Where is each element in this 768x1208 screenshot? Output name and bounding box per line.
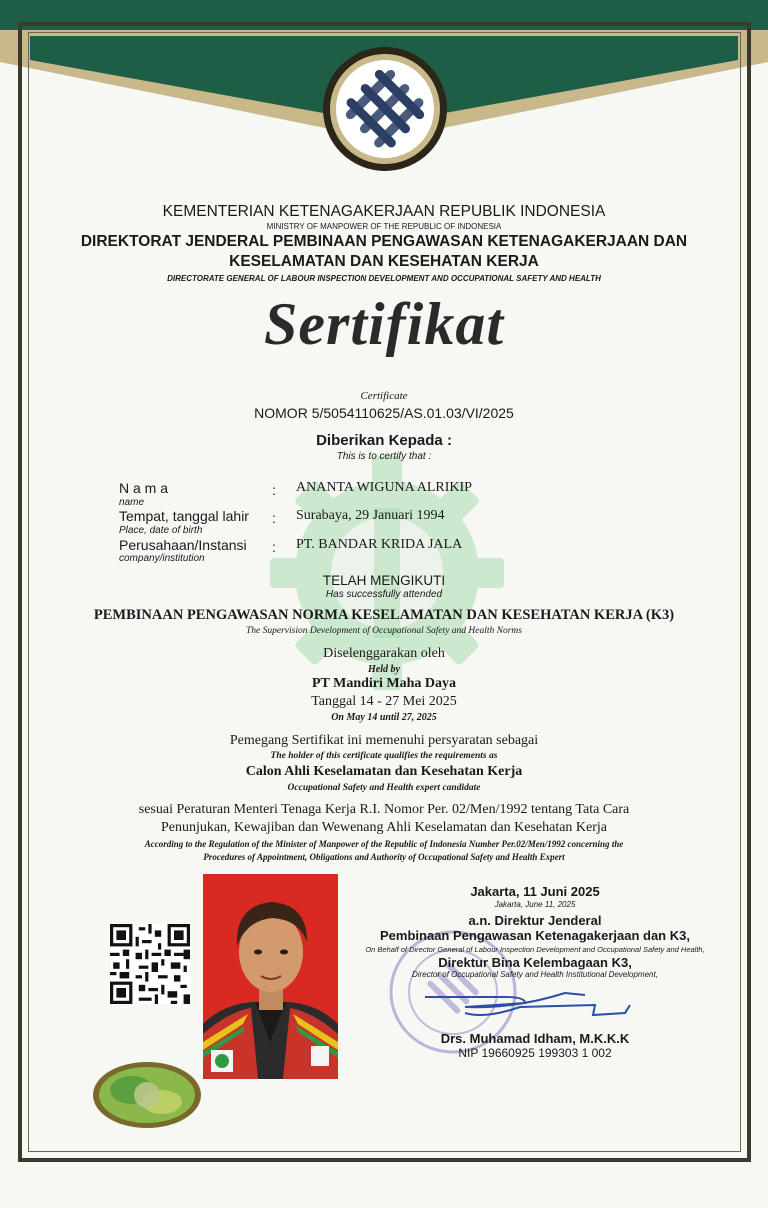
birth-colon: :: [272, 510, 276, 526]
company-colon: :: [272, 539, 276, 555]
certificate-title-en: Certificate: [360, 390, 408, 402]
sign-place-date-en: Jakarta, June 11, 2025: [494, 900, 576, 909]
name-label: N a m a: [119, 480, 169, 496]
organizer-heading: Diselenggarakan oleh: [323, 646, 445, 661]
program-name-en: The Supervision Development of Occupational Safety and Health Norms: [246, 626, 522, 636]
training-dates: Tanggal 14 - 27 Mei 2025: [311, 694, 457, 709]
sign-director: Direktur Bina Kelembagaan K3,: [438, 955, 632, 970]
program-name: PEMBINAAN PENGAWASAN NORMA KESELAMATAN DAN KESEHATAN KERJA (K3): [93, 607, 675, 623]
qr-code-icon: [110, 924, 190, 1004]
regulation-line1: sesuai Peraturan Menteri Tenaga Kerja R.I. Nomor Per. 02/Men/1992 tentang Tata Cara: [138, 802, 630, 817]
qualification-role-en: Occupational Safety and Health expert candidate: [287, 783, 481, 793]
regulation-line2: Penunjukan, Kewajiban dan Wewenang Ahli Keselamatan dan Kesehatan Kerja: [160, 820, 608, 835]
signatory-nip: NIP 19660925 199303 1 002: [458, 1046, 612, 1060]
attended-heading: TELAH MENGIKUTI: [322, 573, 446, 588]
organizer-name: PT Mandiri Maha Daya: [311, 676, 457, 691]
qualification-text: Pemegang Sertifikat ini memenuhi persyaratan sebagai: [229, 733, 539, 748]
training-dates-en: On May 14 until 27, 2025: [331, 712, 437, 723]
sign-behalf-en: On Behalf of Director General of Labour Inspection Development and Occupational Safety and Health,: [365, 945, 705, 954]
regulation-en-line2: Procedures of Appointment, Obligations and Authority of Occupational Safety and Health Expert: [203, 852, 565, 862]
sign-behalf: a.n. Direktur Jenderal: [468, 913, 602, 928]
directorate-name-line2: KESELAMATAN DAN KESEHATAN KERJA: [229, 253, 539, 270]
certificate-title: Sertifikat: [263, 291, 504, 357]
qualification-text-en: The holder of this certificate qualifies the requirements as: [270, 751, 498, 761]
attended-en: Has successfully attended: [325, 589, 443, 600]
directorate-name-en: DIRECTORATE GENERAL OF LABOUR INSPECTION DEVELOPMENT AND OCCUPATIONAL SAFETY AND HEALTH: [167, 274, 601, 283]
directorate-name-line1: DIREKTORAT JENDERAL PEMBINAAN PENGAWASAN KETENAGAKERJAAN DAN: [80, 233, 688, 250]
name-value: ANANTA WIGUNA ALRIKIP: [296, 480, 472, 495]
birth-value: Surabaya, 29 Januari 1994: [296, 508, 445, 523]
birth-label-en: Place, date of birth: [119, 525, 203, 536]
birth-label: Tempat, tanggal lahir: [119, 508, 249, 524]
organizer-en: Held by: [368, 664, 400, 675]
given-to-en: This is to certify that :: [336, 451, 432, 462]
sign-place-date: Jakarta, 11 Juni 2025: [470, 884, 600, 899]
company-label: Perusahaan/Instansi: [119, 537, 247, 553]
name-colon: :: [272, 482, 276, 498]
hologram-seal-icon: [92, 1060, 202, 1130]
regulation-en-line1: According to the Regulation of the Minister of Manpower of the Republic of Indonesia Number Per.02/Men/1992 concerning the: [144, 839, 624, 849]
sign-director-en: Director of Occupational Safety and Health Institutional Development,: [412, 970, 658, 979]
ministry-name: KEMENTERIAN KETENAGAKERJAAN REPUBLIK INDONESIA: [162, 203, 606, 220]
ministry-name-en: MINISTRY OF MANPOWER OF THE REPUBLIC OF INDONESIA: [266, 222, 502, 231]
certificate-number: NOMOR 5/5054110625/AS.01.03/VI/2025: [254, 405, 514, 421]
holder-photo: [203, 874, 338, 1079]
ministry-logo-icon: [322, 46, 448, 172]
qualification-role: Calon Ahli Keselamatan dan Kesehatan Kerja: [245, 764, 523, 779]
company-label-en: company/institution: [119, 553, 205, 564]
signatory-name: Drs. Muhamad Idham, M.K.K.K: [440, 1031, 630, 1046]
given-to-heading: Diberikan Kepada :: [316, 432, 452, 449]
sign-dg-title: Pembinaan Pengawasan Ketenagakerjaan dan K3,: [380, 928, 690, 943]
company-value: PT. BANDAR KRIDA JALA: [296, 537, 463, 552]
name-label-en: name: [119, 497, 145, 508]
signature-icon: [425, 985, 635, 1025]
